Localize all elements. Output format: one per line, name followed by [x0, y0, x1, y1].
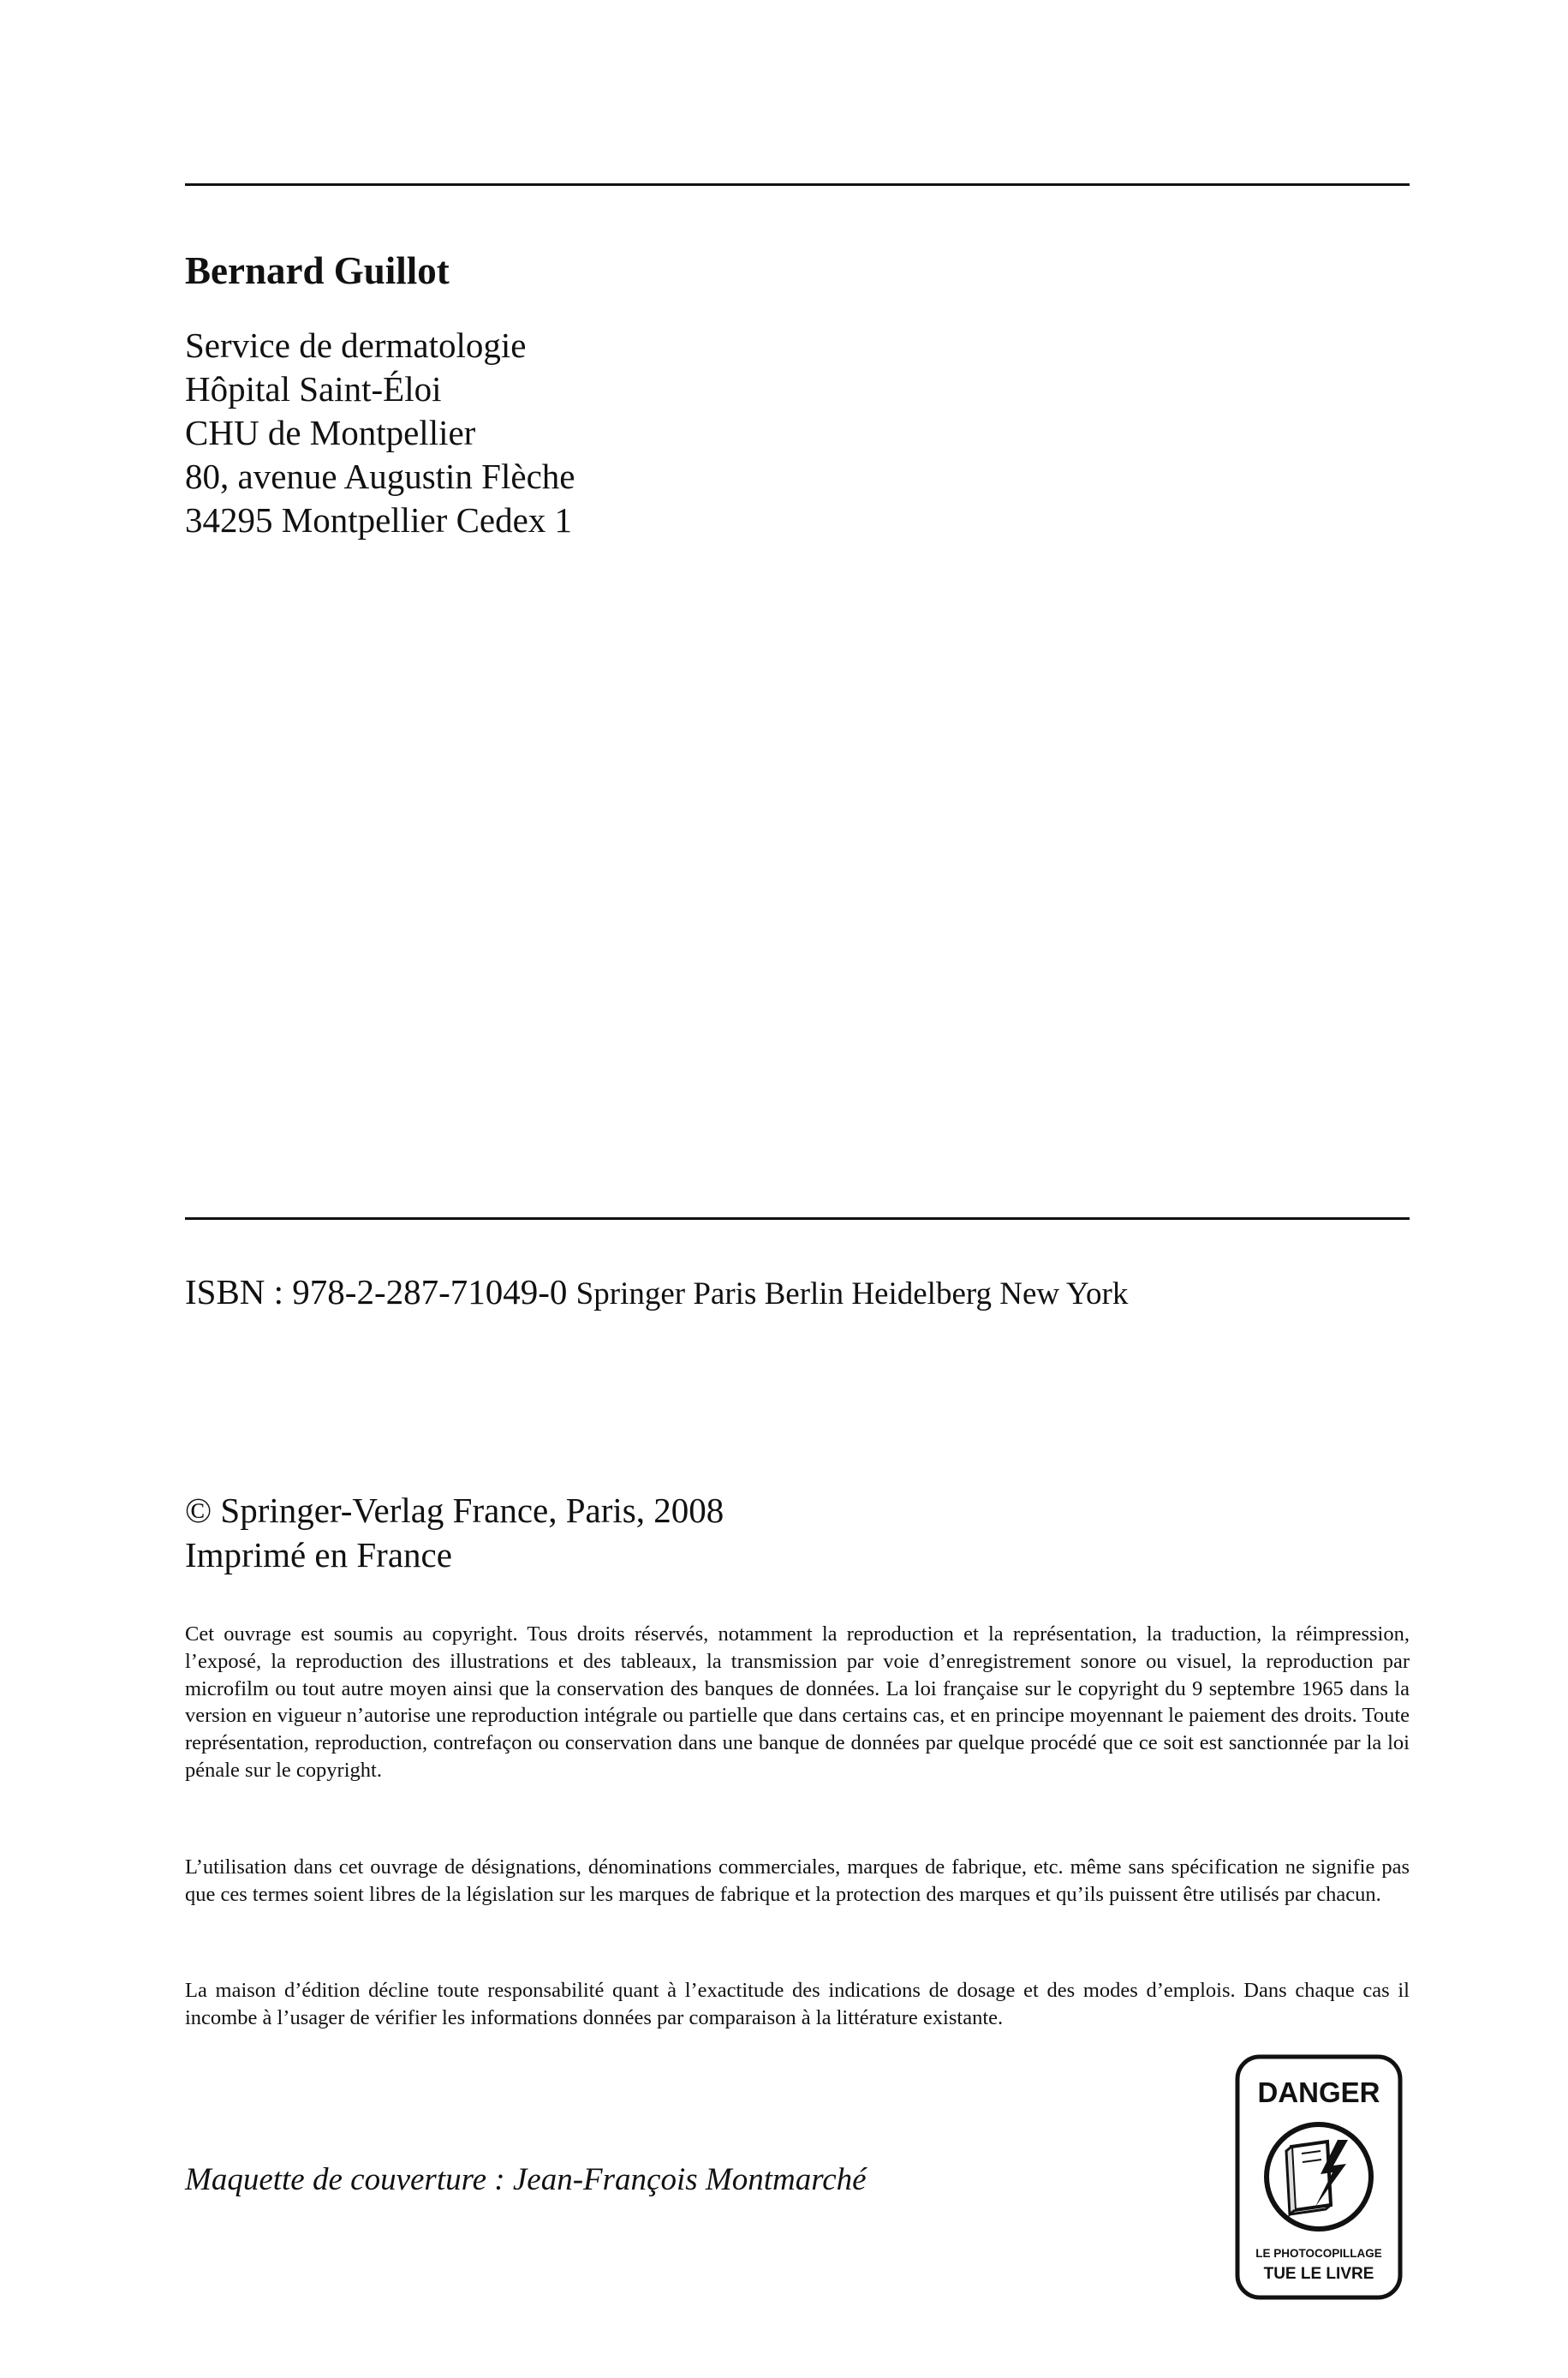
address-line: 80, avenue Augustin Flèche — [185, 457, 575, 496]
author-address — [185, 324, 575, 542]
logo-line-2: TUE LE LIVRE — [1263, 2265, 1374, 2283]
address-line: CHU de Montpellier — [185, 413, 476, 452]
address-line: Hôpital Saint-Éloi — [185, 369, 442, 409]
copyright-line: © Springer-Verlag France, Paris, 2008 — [185, 1491, 724, 1530]
printed-in-line: Imprimé en France — [185, 1535, 452, 1574]
isbn-number: ISBN : 978-2-287-71049-0 — [185, 1272, 568, 1311]
copyright-block — [185, 1488, 724, 1577]
middle-rule — [185, 1217, 1410, 1220]
legal-paragraph-copyright: Cet ouvrage est soumis au copyright. Tous droits réservés, notamment la reproduction et la représentation, la traduction, la réimpression, l’exposé, la reproduction des illustrations et des tableaux, la transmission par voie d’enregistrement sonore ou visuel, la reproduction par microfilm ou tout autre moyen ainsi que la conservation des banques de données. La loi française sur le copyright du 9 septembre 1965 dans la version en vigueur n’autorise une reproduction intégrale ou partielle que dans certains cas, et en principe moyennant le paiement des droits. Toute représentation, reproduction, contrefaçon ou conservation dans une banque de données par quelque procédé que ce soit est sanctionnée par la loi pénale sur le copyright. — [185, 1622, 1410, 1782]
isbn-line — [185, 1268, 1128, 1318]
address-line: Service de dermatologie — [185, 326, 527, 365]
danger-photocopy-logo — [1235, 2054, 1403, 2300]
author-name: Bernard Guillot — [185, 249, 450, 292]
top-rule — [185, 183, 1410, 186]
book-lightning-icon — [1267, 2124, 1371, 2229]
address-line: 34295 Montpellier Cedex 1 — [185, 500, 573, 540]
legal-paragraph-trademarks: L’utilisation dans cet ouvrage de désignations, dénominations commerciales, marques de fabrique, etc. même sans spécification ne signifie pas que ces termes soient libres de la législation sur les marques de fabrique et la protection des marques et qu’ils puissent être utilisés par chacun. — [185, 1855, 1410, 1906]
logo-line-1: LE PHOTOCOPILLAGE — [1255, 2247, 1382, 2260]
cover-credit: Maquette de couverture : Jean-François Montmarché — [185, 2162, 867, 2197]
legal-paragraph-liability: La maison d’édition décline toute responsabilité quant à l’exactitude des indications de dosage et des modes d’emplois. Dans chaque cas il incombe à l’usager de vérifier les informations données par comparaison à la littérature existante. — [185, 1979, 1410, 2029]
publisher-cities: Springer Paris Berlin Heidelberg New York — [575, 1276, 1129, 1311]
danger-title: DANGER — [1257, 2076, 1380, 2108]
